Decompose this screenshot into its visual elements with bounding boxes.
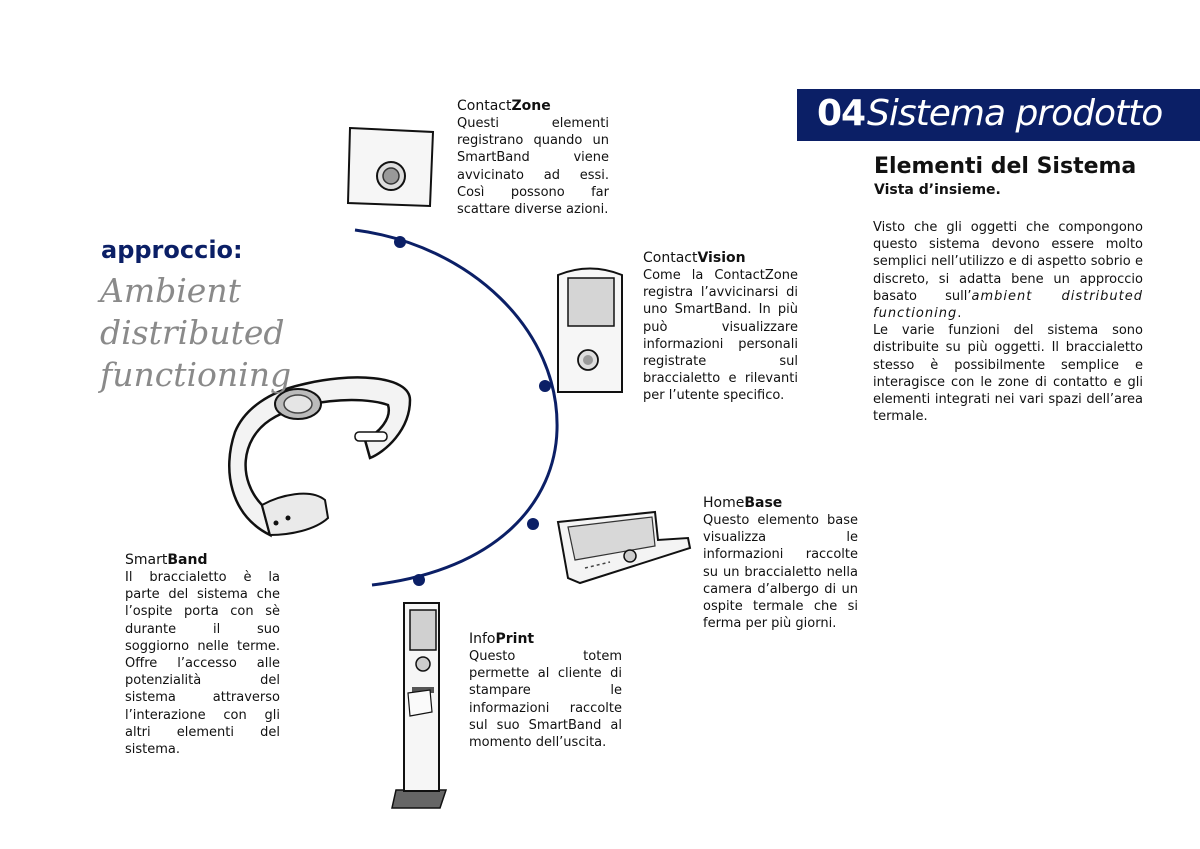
approach-label: approccio:: [101, 236, 243, 264]
chapter-title: Sistema prodotto: [867, 93, 1163, 134]
contactvision-illustration: [558, 269, 622, 393]
intro-emphasis: ambient distributed functioning: [873, 288, 1143, 322]
infoprint-title: [469, 630, 622, 648]
homebase-block: [703, 494, 858, 632]
infoprint-block: [469, 630, 622, 751]
approach-value-line1: Ambient distributed: [100, 271, 285, 352]
homebase-illustration: [558, 512, 690, 583]
contactzone-description: Questi elementi registrano quando un SmartBand viene avvicinato ad essi. Così possono far scattare diverse azioni.: [457, 116, 609, 218]
arc-node-contactvision: [539, 380, 551, 392]
arc-node-homebase: [527, 518, 539, 530]
smartband-title: [125, 551, 280, 569]
smartband-title-bold: Band: [167, 552, 208, 568]
infoprint-title-prefix: Info: [469, 631, 496, 647]
section-title: Elementi del Sistema: [874, 154, 1137, 179]
smartband-description: Il braccialetto è la parte del sistema che l’ospite porta con sè durante il suo soggiorno nelle terme. Offre l’accesso alle potenzialità del sistema attraverso l’interazione con gli altri elementi del sistema.: [125, 570, 280, 758]
homebase-description: Questo elemento base visualizza le informazioni raccolte su un braccialetto nella camera d’albergo di un ospite termale che si ferma per più giorni.: [703, 513, 858, 632]
smartband-block: [125, 551, 280, 758]
intro-part2: .: [957, 306, 962, 322]
infoprint-title-bold: Print: [495, 631, 535, 647]
infoprint-illustration: [392, 603, 446, 808]
contactvision-description: Come la ContactZone registra l’avvicinarsi di uno SmartBand. In più può visualizzare informazioni personali registrate sul braccialetto e rilevanti per l’utente specifico.: [643, 268, 798, 404]
contactvision-title-bold: Vision: [697, 250, 746, 266]
intro-paragraph2: Le varie funzioni del sistema sono distribuite su più oggetti. Il braccialetto stesso è possibilmente semplice e interagisce con le zone di contatto e gli elementi integrati nei vari spazi dell’area termale.: [873, 323, 1143, 425]
contactzone-illustration: [348, 128, 433, 206]
smartband-illustration: [229, 377, 410, 535]
contactvision-block: [643, 249, 798, 405]
arc-node-infoprint: [413, 574, 425, 586]
chapter-number: 04: [817, 93, 866, 134]
contactzone-title-bold: Zone: [511, 98, 551, 114]
homebase-title-bold: Base: [744, 495, 783, 511]
chapter-header: [797, 89, 1200, 141]
intro-part1: Visto che gli oggetti che compongono questo sistema devono essere molto semplici nell’utilizzo e di aspetto sobrio e discreto, si adatta bene un approccio basato sull’: [873, 220, 1143, 304]
contactzone-title: [457, 97, 609, 115]
contactvision-title: [643, 249, 798, 267]
section-subtitle: Vista d’insieme.: [874, 182, 1001, 198]
contactvision-title-prefix: Contact: [643, 250, 698, 266]
contactzone-title-prefix: Contact: [457, 98, 512, 114]
homebase-title: [703, 494, 858, 512]
infoprint-description: Questo totem permette al cliente di stampare le informazioni raccolte sul suo SmartBand al momento dell’uscita.: [469, 649, 622, 751]
intro-text: [873, 219, 1143, 425]
homebase-title-prefix: Home: [703, 495, 745, 511]
approach-value-line2: functioning: [100, 355, 292, 394]
contactzone-block: [457, 97, 609, 218]
approach-value: [100, 270, 420, 396]
smartband-title-prefix: Smart: [125, 552, 168, 568]
arc-node-contactzone: [394, 236, 406, 248]
